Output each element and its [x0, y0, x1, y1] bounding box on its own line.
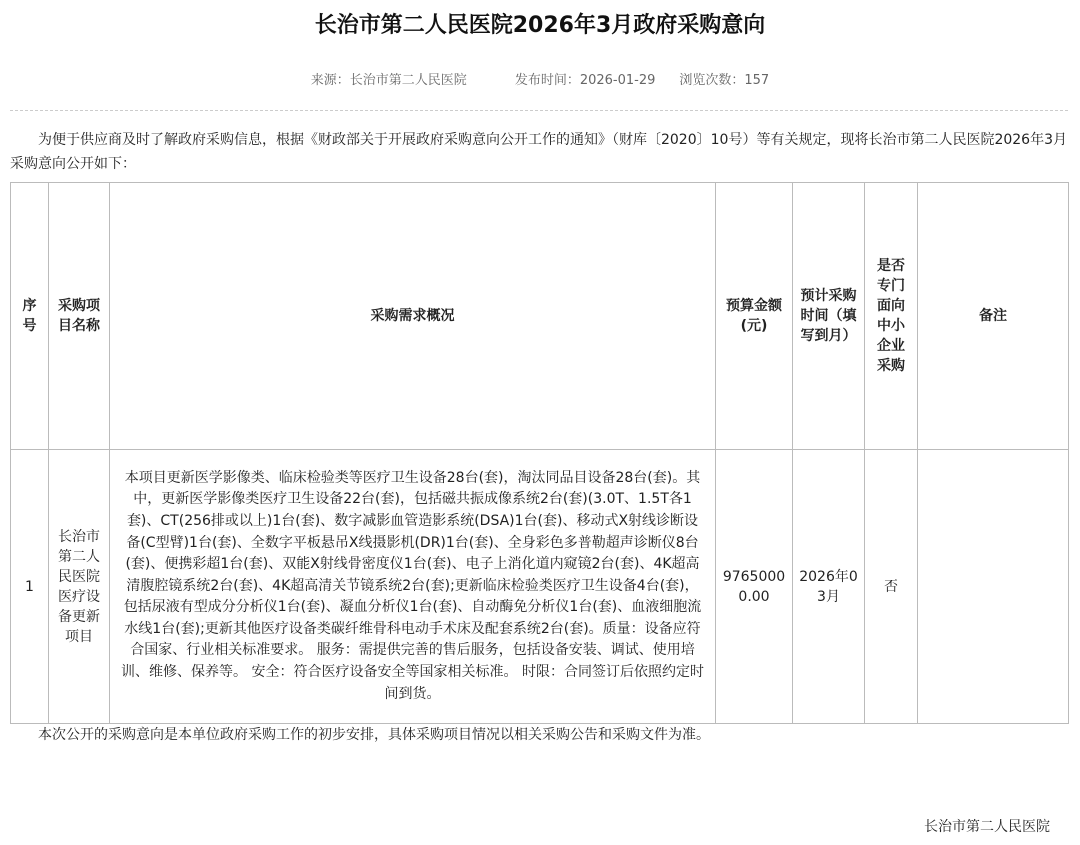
- procurement-table: [10, 182, 1069, 724]
- header-name: 采购项目名称: [49, 183, 110, 450]
- publish-time: 发布时间：2026-01-29: [514, 73, 656, 88]
- article-meta: [0, 70, 1080, 92]
- cell-name: 长治市第二人民医院医疗设备更新项目: [49, 450, 110, 724]
- footnote: 本次公开的采购意向是本单位政府采购工作的初步安排，具体采购项目情况以相关采购公告和采购文件为准。: [38, 727, 710, 743]
- divider: [10, 110, 1068, 111]
- page-title: 长治市第二人民医院2026年3月政府采购意向: [314, 13, 766, 38]
- cell-requirements: 本项目更新医学影像类、临床检验类等医疗卫生设备28台(套)，淘汰同品目设备28台(套)。其中，更新医学影像类医疗卫生设备22台(套)，包括磁共振成像系统2台(套)(3.0T、1.5T各1套)、CT(256排或以上)1台(套)、数字减影血管造影系统(DSA)1台(套)、移动式X射线诊断设备(C型臂)1台(套)、全数字平板悬吊X线摄影机(DR)1台(套)、全身彩色多普勒超声诊断仪8台(套)、便携彩超1台(套)、双能X射线骨密度仪1台(套)、电子上消化道内窥镜2台(套)、4K超高清腹腔镜系统2台(套)、4K超高清关节镜系统2台(套);更新临床检验类医疗卫生设备4台(套)，包括尿液有型成分分析仪1台(套)、凝血分析仪1台(套)、自动酶免分析仪1台(套)、血液细胞流水线1台(套);更新其他医疗设备类碳纤维骨科电动手术床及配套系统2台(套)。质量：设备应符合国家、行业相关标准要求。 服务：需提供完善的售后服务，包括设备安装、调试、使用培训、维修、保养等。 安全：符合医疗设备安全等国家相关标准。 时限：合同签订后依照约定时间到货。: [110, 450, 716, 724]
- header-requirements: 采购需求概况: [110, 183, 716, 450]
- header-index: 序号: [11, 183, 49, 450]
- table-header-row: [11, 183, 1069, 450]
- header-sme: 是否专门面向中小企业采购: [865, 183, 918, 450]
- header-time: 预计采购时间（填写到月）: [793, 183, 865, 450]
- table-row: [11, 450, 1069, 724]
- view-count: 浏览次数：157: [679, 73, 770, 88]
- signature: 长治市第二人民医院: [924, 819, 1050, 835]
- cell-remark: [918, 450, 1069, 724]
- cell-sme: 否: [865, 450, 918, 724]
- intro-paragraph: 为便于供应商及时了解政府采购信息，根据《财政部关于开展政府采购意向公开工作的通知》（财库〔2020〕10号）等有关规定，现将长治市第二人民医院2026年3月采购意向公开如下：: [10, 132, 1067, 172]
- cell-budget: 97650000.00: [716, 450, 793, 724]
- source-label: 来源：长治市第二人民医院: [310, 73, 467, 88]
- cell-time: 2026年03月: [793, 450, 865, 724]
- cell-index: 1: [11, 450, 49, 724]
- header-remark: 备注: [918, 183, 1069, 450]
- header-budget: 预算金额(元): [716, 183, 793, 450]
